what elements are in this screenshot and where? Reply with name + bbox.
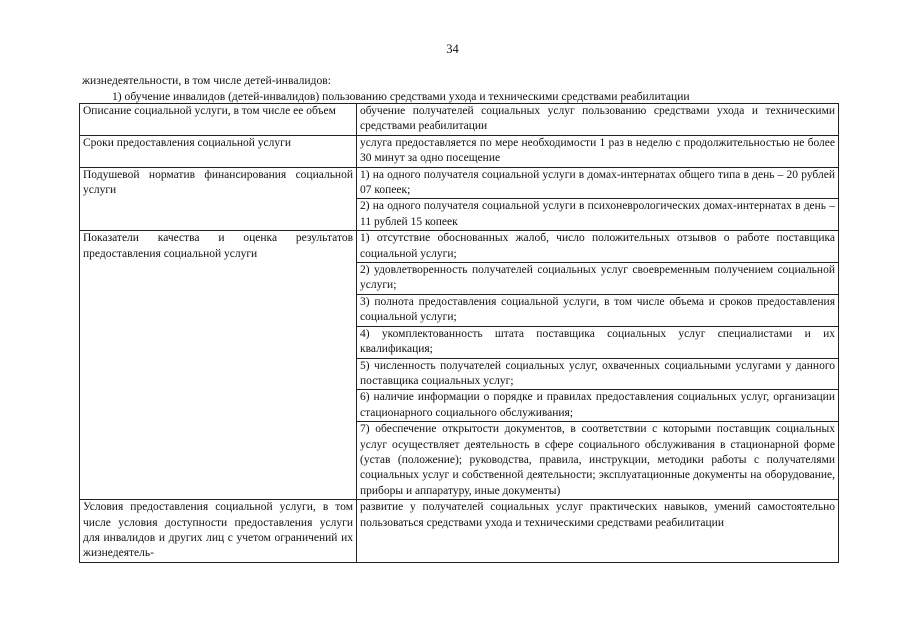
list-item: 2) удовлетворенность получателей социальных услуг своевременным получением социальной услуги; xyxy=(357,262,838,294)
list-item: 7) обеспечение открытости документов, в соответствии с которыми поставщик социальных услуг осуществляет деятельность в сфере социального обслуживания в стационарной форме (устав (положение); руководства, правила, инструкции, методики работы с получателями социальных услуг и собственной деятельности; эксплуатационные документы на оборудование, приборы и аппаратуру, иные документы) xyxy=(357,421,838,499)
list-item: 6) наличие информации о порядке и правилах предоставления социальных услуг, организации стационарного социального обслуживания; xyxy=(357,389,838,421)
list-item: 3) полнота предоставления социальной услуги, в том числе объема и сроков предоставления социальной услуги; xyxy=(357,294,838,326)
row-label: Подушевой норматив финансирования социальной услуги xyxy=(80,167,357,231)
list-item: 2) на одного получателя социальной услуги в психоневрологических домах-интернатах в день – 11 рублей 15 копеек xyxy=(357,198,838,230)
row-label: Условия предоставления социальной услуги, в том числе условия доступности предоставления услуги для инвалидов и других лиц с учетом ограничений их жизнедеятель- xyxy=(80,500,357,563)
list-item: 4) укомплектованность штата поставщика социальных услуг специалистами и их квалификация; xyxy=(357,326,838,358)
page-number: 34 xyxy=(446,42,459,56)
list-item: 1) отсутствие обоснованных жалоб, число положительных отзывов о работе поставщика социальной услуги; xyxy=(360,232,835,260)
row-value-list xyxy=(357,167,839,231)
service-table xyxy=(79,103,839,563)
table-row xyxy=(80,231,839,500)
row-label: Показатели качества и оценка результатов предоставления социальной услуги xyxy=(80,231,357,500)
intro-line-2: 1) обучение инвалидов (детей-инвалидов) пользованию средствами ухода и техническими средствами реабилитации xyxy=(112,90,690,103)
table-row xyxy=(80,167,839,231)
row-label: Описание социальной услуги, в том числе ее объем xyxy=(80,104,357,136)
row-label: Сроки предоставления социальной услуги xyxy=(80,135,357,167)
list-item: 5) численность получателей социальных услуг, охваченных социальными услугами у данного поставщика социальных услуг; xyxy=(357,358,838,390)
table-row xyxy=(80,135,839,167)
list-item: 1) на одного получателя социальной услуги в домах-интернатах общего типа в день – 20 рублей 07 копеек; xyxy=(360,168,835,197)
table-row xyxy=(80,500,839,563)
row-value-list xyxy=(357,231,839,500)
row-value: развитие у получателей социальных услуг практических навыков, умений самостоятельно пользоваться средствами ухода и техническими средствами реабилитации xyxy=(357,500,839,563)
table-row xyxy=(80,104,839,136)
row-value: услуга предоставляется по мере необходимости 1 раз в неделю с продолжительностью не более 30 минут за одно посещение xyxy=(357,135,839,167)
intro-line-1: жизнедеятельности, в том числе детей-инвалидов: xyxy=(82,74,331,87)
row-value: обучение получателей социальных услуг пользованию средствами ухода и техническими средствами реабилитации xyxy=(357,104,839,136)
